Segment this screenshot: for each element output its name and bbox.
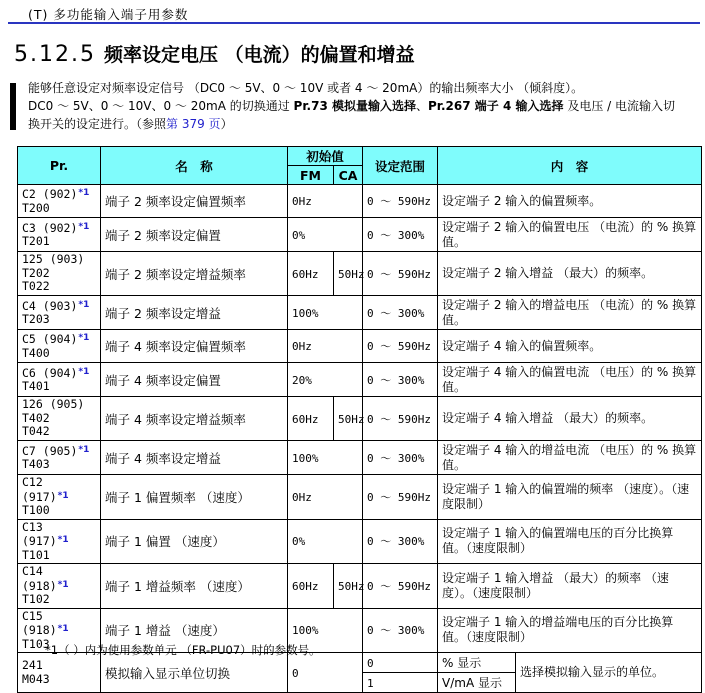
col-header-pr: Pr. <box>18 147 101 185</box>
pr-cell <box>18 475 101 520</box>
pr-cell <box>18 564 101 609</box>
table-row <box>18 397 702 441</box>
col-header-range: 设定范围 <box>363 147 438 185</box>
table-row <box>18 363 702 397</box>
pr-code-alt: T101 <box>22 547 50 562</box>
range-value: 0 ～ 300% <box>367 535 425 549</box>
pr-cell <box>18 218 101 252</box>
range-cell <box>363 441 438 475</box>
initial-value: 0Hz <box>292 490 312 504</box>
footnote-ref[interactable]: *1 <box>78 221 90 232</box>
pr-code-alt: T100 <box>22 503 50 517</box>
initial-value-cell <box>288 330 363 363</box>
pr-cell <box>18 519 101 564</box>
initial-value: 100% <box>292 451 319 465</box>
pr-code: C4 (903) <box>22 298 78 313</box>
initial-fm-cell <box>288 252 334 296</box>
initial-ca-cell <box>334 397 363 441</box>
table-row <box>18 441 702 475</box>
pr-code: C7 (905) <box>22 443 78 458</box>
content-cell: 设定端子 2 输入的增益电压 （电流）的 % 换算值。 <box>438 296 702 330</box>
pr-code-alt: T200 <box>22 200 50 215</box>
initial-value: 0 <box>292 666 299 680</box>
pr-cell <box>18 363 101 397</box>
content-cell: 设定端子 4 输入的增益电流 （电压）的 % 换算值。 <box>438 441 702 475</box>
content-cell: 设定端子 2 输入的偏置频率。 <box>438 185 702 218</box>
range-value: 0 ～ 590Hz <box>367 267 431 281</box>
header-rule <box>8 22 700 24</box>
option-value: 0 <box>367 656 374 670</box>
footnote-ref[interactable]: *1 <box>57 624 69 634</box>
option-display-cell: % 显示 <box>438 653 516 673</box>
intro-block <box>10 79 682 133</box>
initial-ca-cell <box>334 564 363 609</box>
content-cell: 设定端子 1 输入的偏置端电压的百分比换算值。（速度限制） <box>438 519 702 564</box>
pr-code: C5 (904) <box>22 332 78 346</box>
intro-run: 、 <box>415 99 428 113</box>
range-cell <box>363 296 438 330</box>
initial-value: 0Hz <box>292 195 312 208</box>
initial-value-cell <box>288 363 363 397</box>
pr-code-alt: T102 <box>22 592 50 606</box>
initial-value-cell <box>288 475 363 520</box>
section-title-text: 频率设定电压 （电流）的偏置和增益 <box>103 44 415 66</box>
range-cell <box>363 363 438 397</box>
side-bar-rule <box>10 83 16 130</box>
pr-code-alt: T201 <box>22 234 50 248</box>
option-value: 1 <box>367 676 374 690</box>
pr-cell <box>18 330 101 363</box>
footnote-ref[interactable]: *1 <box>57 535 69 545</box>
range-option-cell <box>363 653 438 673</box>
range-value: 0 ～ 590Hz <box>367 195 431 208</box>
initial-value: 20% <box>292 373 312 387</box>
name-cell: 端子 4 频率设定增益 <box>101 441 288 475</box>
intro-run: 及电压 / 电流输入切换开关的设定进行。（参照 <box>28 99 675 131</box>
pr-code: C2 (902) <box>22 187 78 201</box>
footnote-ref[interactable]: *1 <box>78 366 90 377</box>
pr-code-alt2: T042 <box>22 424 50 439</box>
table-row <box>18 218 702 252</box>
pr-cell <box>18 185 101 218</box>
pr-code-alt: T401 <box>22 379 50 393</box>
table-row <box>18 185 702 218</box>
range-value: 0 ～ 300% <box>367 624 425 638</box>
name-cell: 端子 2 频率设定增益 <box>101 296 288 330</box>
name-cell: 端子 1 偏置频率 （速度） <box>101 475 288 520</box>
col-header-content: 内 容 <box>438 147 702 185</box>
name-cell: 端子 1 增益 （速度） <box>101 608 288 653</box>
content-cell: 设定端子 2 输入的偏置电压 （电流）的 % 换算值。 <box>438 218 702 252</box>
footnote-ref[interactable]: *1 <box>78 333 90 343</box>
name-cell: 端子 1 偏置 （速度） <box>101 519 288 564</box>
initial-fm-cell <box>288 397 334 441</box>
table-row <box>18 564 702 609</box>
table-row <box>18 519 702 564</box>
pr-code-alt2: T022 <box>22 279 50 294</box>
section-title <box>14 40 415 67</box>
range-cell <box>363 218 438 252</box>
initial-fm-value: 60Hz <box>292 267 319 281</box>
initial-ca-value: 50Hz <box>338 579 365 593</box>
content-cell: 设定端子 4 输入增益 （最大）的频率。 <box>438 397 702 441</box>
name-cell: 端子 2 频率设定偏置频率 <box>101 185 288 218</box>
table-row <box>18 475 702 520</box>
name-cell: 端子 1 增益频率 （速度） <box>101 564 288 609</box>
footnote-ref[interactable]: *1 <box>78 188 90 198</box>
range-cell <box>363 475 438 520</box>
initial-ca-cell <box>334 252 363 296</box>
initial-value: 0% <box>292 228 306 242</box>
col-header-fm: FM <box>288 166 334 185</box>
intro-line-2 <box>28 97 682 133</box>
pr-code-alt: T103 <box>22 636 50 651</box>
initial-value: 0Hz <box>292 340 312 353</box>
range-cell <box>363 397 438 441</box>
content-cell: 设定端子 1 输入的增益端电压的百分比换算值。（速度限制） <box>438 608 702 653</box>
footnote-ref[interactable]: *1 <box>57 579 69 590</box>
pr-code: C15 (918) <box>22 608 57 637</box>
col-header-initial: 初始值 <box>288 147 363 166</box>
pr-code-alt: M043 <box>22 671 50 686</box>
initial-fm-value: 60Hz <box>292 412 319 426</box>
content-cell: 设定端子 1 输入增益 （最大）的频率 （速度）。（速度限制） <box>438 564 702 609</box>
pr267-ref: Pr.267 端子 4 输入选择 <box>428 99 564 113</box>
range-cell <box>363 330 438 363</box>
range-value: 0 ～ 590Hz <box>367 579 431 593</box>
initial-value-cell <box>288 441 363 475</box>
range-value: 0 ～ 300% <box>367 228 425 242</box>
page-379-link[interactable]: 第 379 页 <box>166 117 221 131</box>
parameter-table <box>17 146 702 693</box>
table-row <box>18 330 702 363</box>
pr-code-alt: T202 <box>22 265 50 280</box>
pr-code: C14 (918) <box>22 564 57 593</box>
footnote-ref[interactable]: *1 <box>78 299 90 310</box>
range-value: 0 ～ 590Hz <box>367 340 431 353</box>
pr-code: C12 (917) <box>22 475 57 504</box>
range-value: 0 ～ 300% <box>367 451 425 465</box>
range-cell <box>363 519 438 564</box>
initial-value: 0% <box>292 535 306 549</box>
pr-cell <box>18 252 101 296</box>
name-cell: 端子 4 频率设定偏置 <box>101 363 288 397</box>
range-value: 0 ～ 300% <box>367 373 425 387</box>
initial-value-cell <box>288 653 363 693</box>
pr73-ref: Pr.73 模拟量输入选择 <box>293 99 416 113</box>
content-cell: 设定端子 4 输入的偏置电流 （电压）的 % 换算值。 <box>438 363 702 397</box>
initial-value-cell <box>288 185 363 218</box>
option-display-cell: V/mA 显示 <box>438 673 516 693</box>
pr-code: 126 (905) <box>22 397 85 412</box>
initial-value-cell <box>288 296 363 330</box>
initial-ca-value: 50Hz <box>338 267 365 281</box>
range-cell <box>363 564 438 609</box>
initial-fm-value: 60Hz <box>292 579 319 593</box>
name-cell: 端子 4 频率设定偏置频率 <box>101 330 288 363</box>
table-row <box>18 252 702 296</box>
pr-cell <box>18 397 101 441</box>
footnote-ref[interactable]: *1 <box>57 490 69 501</box>
initial-ca-value: 50Hz <box>338 412 365 426</box>
chapter-header: (T) 多功能输入端子用参数 <box>28 7 189 22</box>
intro-line-1: 能够任意设定对频率设定信号 （DC0 ～ 5V、0 ～ 10V 或者 4 ～ 20mA）的输出频率大小 （倾斜度）。 <box>28 81 584 95</box>
range-value: 0 ～ 590Hz <box>367 490 431 504</box>
range-value: 0 ～ 300% <box>367 306 425 320</box>
pr-code: C13 (917) <box>22 519 57 548</box>
pr-cell <box>18 441 101 475</box>
name-cell: 端子 2 频率设定增益频率 <box>101 252 288 296</box>
pr-cell <box>18 653 101 693</box>
initial-fm-cell <box>288 564 334 609</box>
initial-value: 100% <box>292 624 319 638</box>
pr-cell <box>18 296 101 330</box>
range-value: 0 ～ 590Hz <box>367 412 431 426</box>
pr-code-alt: T203 <box>22 312 50 326</box>
pr-code: 125 (903) <box>22 252 85 267</box>
content-cell: 选择模拟输入显示的单位。 <box>516 653 702 693</box>
intro-text <box>28 79 682 133</box>
footnote: *1（ ）内为使用参数单元 （FR-PU07）时的参数号。 <box>45 643 321 657</box>
range-cell <box>363 252 438 296</box>
intro-run: DC0 ～ 5V、0 ～ 10V、0 ～ 20mA 的切换通过 <box>28 99 294 113</box>
footnote-ref[interactable]: *1 <box>78 444 90 455</box>
initial-value-cell <box>288 218 363 252</box>
name-cell: 模拟输入显示单位切换 <box>101 653 288 693</box>
content-cell: 设定端子 4 输入的偏置频率。 <box>438 330 702 363</box>
range-cell <box>363 608 438 653</box>
pr-code: 241 <box>22 658 43 672</box>
range-option-cell <box>363 673 438 693</box>
col-header-name: 名 称 <box>101 147 288 185</box>
range-cell <box>363 185 438 218</box>
pr-code-alt: T400 <box>22 345 50 360</box>
pr-code: C3 (902) <box>22 220 78 235</box>
col-header-ca: CA <box>334 166 363 185</box>
pr-code-alt: T403 <box>22 457 50 471</box>
table-row <box>18 296 702 330</box>
name-cell: 端子 4 频率设定增益频率 <box>101 397 288 441</box>
initial-value-cell <box>288 519 363 564</box>
pr-code: C6 (904) <box>22 365 78 380</box>
section-number: 5.12.5 <box>14 42 96 67</box>
intro-run: ） <box>220 117 233 131</box>
content-cell: 设定端子 1 输入的偏置端的频率 （速度）。（速度限制） <box>438 475 702 520</box>
content-cell: 设定端子 2 输入增益 （最大）的频率。 <box>438 252 702 296</box>
initial-value: 100% <box>292 306 319 320</box>
pr-code-alt: T402 <box>22 410 50 425</box>
name-cell: 端子 2 频率设定偏置 <box>101 218 288 252</box>
